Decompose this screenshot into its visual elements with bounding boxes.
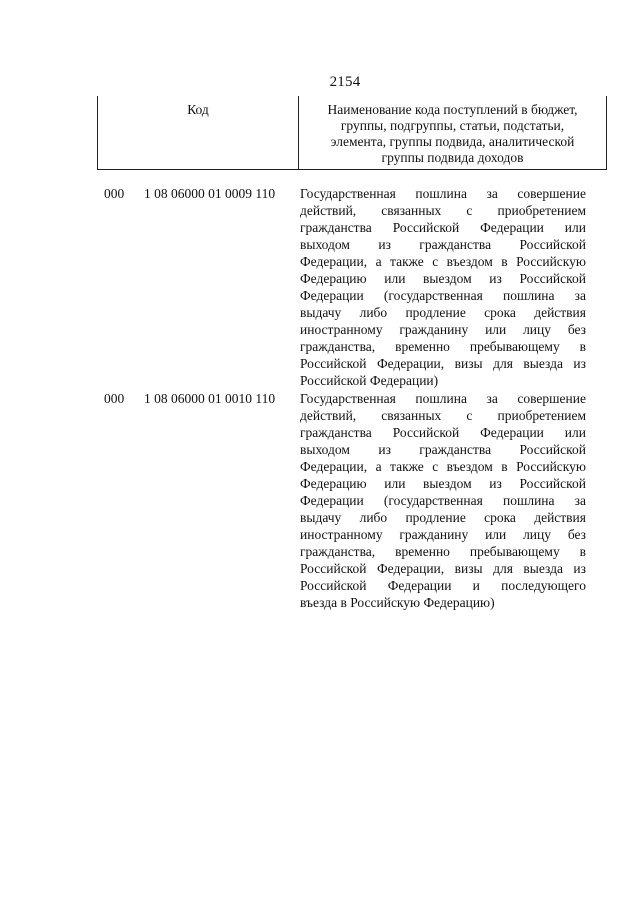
name-line: выходом из гражданства Российской bbox=[300, 237, 586, 252]
name-header-line: элемента, группы подвида, аналитической bbox=[330, 134, 575, 149]
name-line: Федерации, а также с въездом в Российскую bbox=[300, 459, 586, 474]
name-line: Российской Федерации и последующего bbox=[300, 578, 586, 593]
name-line: Российской Федерации, визы для выезда из bbox=[300, 561, 586, 576]
name-line: Федерацию или выездом из Российской bbox=[300, 476, 586, 491]
admin-code: 000 bbox=[104, 186, 125, 201]
name-line: действий, связанных с приобретением bbox=[300, 203, 586, 218]
name-line: Государственная пошлина за совершение bbox=[300, 186, 586, 201]
page-number: 2154 bbox=[329, 74, 361, 90]
name-line: Федерацию или выездом из Российской bbox=[300, 271, 586, 286]
name-header-line: Наименование кода поступлений в бюджет, bbox=[327, 102, 578, 117]
name-line: Федерации, а также с въездом в Российскую bbox=[300, 254, 586, 269]
admin-code: 000 bbox=[104, 391, 125, 406]
name-column-header bbox=[299, 96, 607, 170]
name-line: Российской Федерации, визы для выезда из bbox=[300, 356, 586, 371]
name-line: Федерации (государственная пошлина за bbox=[300, 288, 586, 303]
name-line: Российской Федерации) bbox=[300, 373, 439, 388]
name-line: гражданства Российской Федерации или bbox=[300, 425, 586, 440]
name-line: въезда в Российскую Федерацию) bbox=[300, 595, 495, 610]
revenue-code: 1 08 06000 01 0010 110 bbox=[144, 391, 276, 406]
name-header-line: группы подвида доходов bbox=[381, 150, 524, 165]
name-line: Государственная пошлина за совершение bbox=[300, 391, 586, 406]
name-line: выдачу либо продление срока действия bbox=[300, 510, 586, 525]
name-line: Федерации (государственная пошлина за bbox=[300, 493, 586, 508]
revenue-name bbox=[300, 185, 586, 389]
name-line: гражданства Российской Федерации или bbox=[300, 220, 586, 235]
revenue-name bbox=[300, 390, 586, 611]
name-line: гражданства, временно пребывающему в bbox=[300, 544, 586, 559]
name-line: гражданства, временно пребывающему в bbox=[300, 339, 586, 354]
name-line: выходом из гражданства Российской bbox=[300, 442, 586, 457]
name-header-line: группы, подгруппы, статьи, подстатьи, bbox=[340, 118, 565, 133]
header-row bbox=[98, 96, 607, 170]
code-column-header: Код bbox=[98, 96, 299, 170]
name-line: выдачу либо продление срока действия bbox=[300, 305, 586, 320]
name-line: иностранному гражданину или лицу без bbox=[300, 322, 586, 337]
name-line: действий, связанных с приобретением bbox=[300, 408, 586, 423]
revenue-code: 1 08 06000 01 0009 110 bbox=[144, 186, 276, 201]
header-table bbox=[97, 96, 607, 170]
name-line: иностранному гражданину или лицу без bbox=[300, 527, 586, 542]
